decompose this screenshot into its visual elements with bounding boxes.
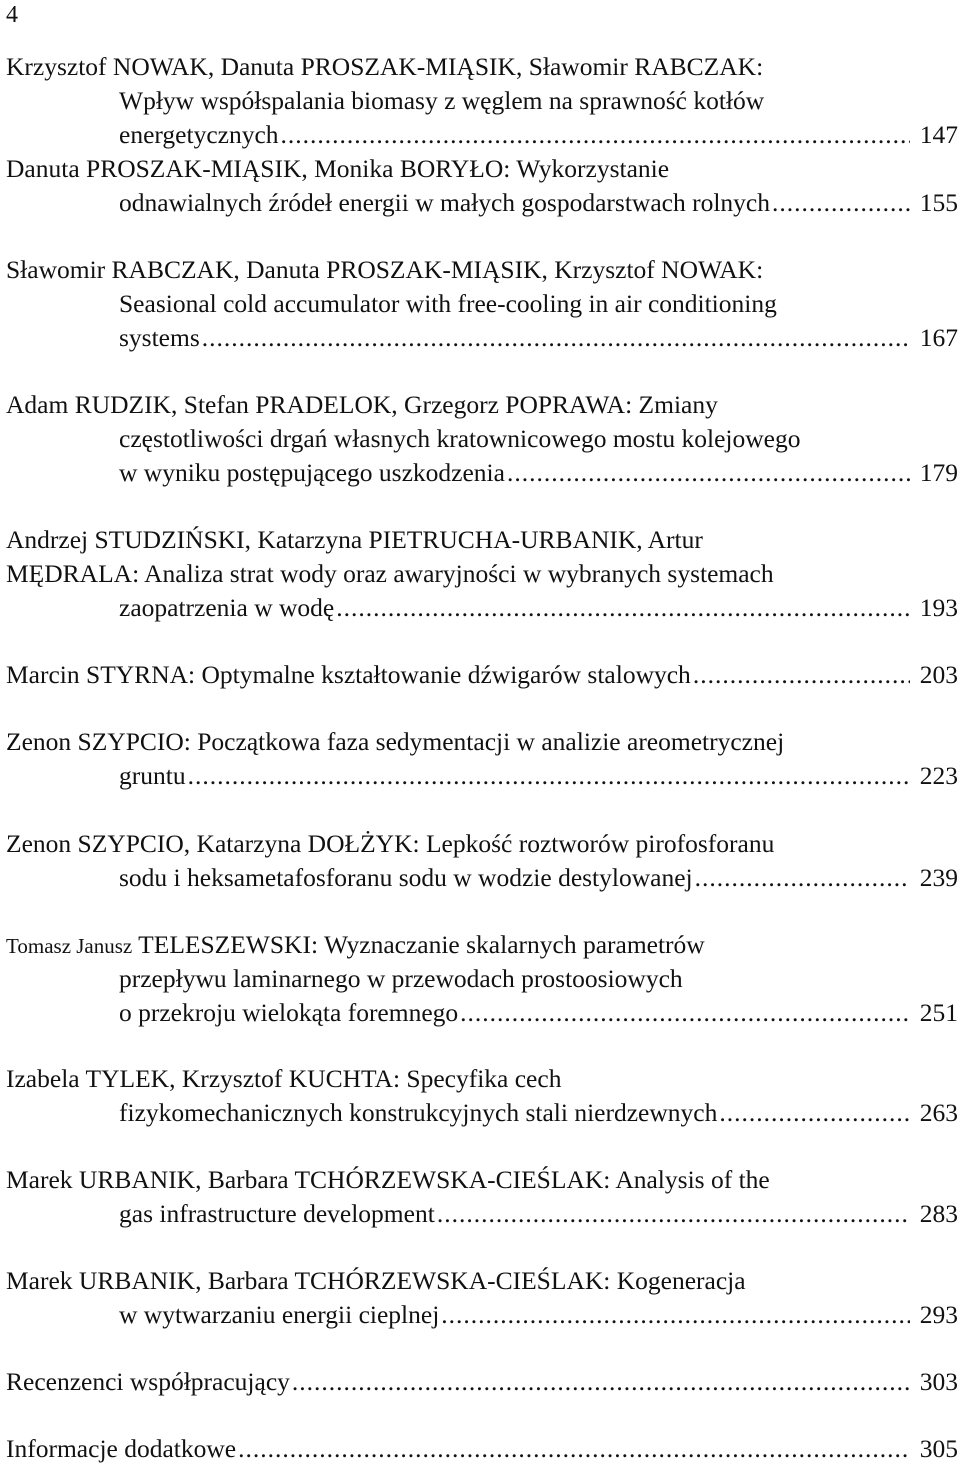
toc-page-number: 239 <box>919 863 958 892</box>
dot-leader <box>292 1365 910 1399</box>
toc-entry-leader-line <box>119 456 960 490</box>
dot-leader <box>336 591 910 625</box>
page-number: 4 <box>6 2 18 28</box>
dot-leader <box>238 1432 910 1466</box>
author-small-prefix: Tomasz Janusz <box>6 934 133 958</box>
dot-leader <box>693 658 910 692</box>
toc-page-number: 167 <box>919 323 958 352</box>
dot-leader <box>202 321 910 355</box>
toc-entry-leader-line <box>6 1432 960 1466</box>
toc-entry-leader-line <box>6 1365 960 1399</box>
toc-page-number: 263 <box>919 1098 958 1127</box>
toc-entry-leader-line <box>119 118 960 152</box>
toc-entry-line: Andrzej STUDZIŃSKI, Katarzyna PIETRUCHA-URBANIK, Artur <box>6 525 703 554</box>
toc-entry-line: Zenon SZYPCIO: Początkowa faza sedymentacji w analizie areometrycznej <box>6 727 785 756</box>
toc-entry-line-rest: TELESZEWSKI: Wyznaczanie skalarnych parametrów <box>132 930 705 959</box>
toc-entry-leader-line <box>119 759 960 793</box>
toc-entry-line: częstotliwości drgań własnych kratownicowego mostu kolejowego <box>119 424 801 453</box>
toc-entry-title-end: w wytwarzaniu energii cieplnej <box>119 1300 440 1329</box>
toc-entry-title-end: fizykomechanicznych konstrukcyjnych stali nierdzewnych <box>119 1098 718 1127</box>
toc-entry-line: Danuta PROSZAK-MIĄSIK, Monika BORYŁO: Wykorzystanie <box>6 154 670 183</box>
toc-page-number: 293 <box>919 1300 958 1329</box>
dot-leader <box>460 996 910 1030</box>
toc-entry-line: Adam RUDZIK, Stefan PRADELOK, Grzegorz POPRAWA: Zmiany <box>6 390 718 419</box>
dot-leader <box>695 861 910 895</box>
toc-entry-line: Izabela TYLEK, Krzysztof KUCHTA: Specyfika cech <box>6 1064 562 1093</box>
toc-entry-leader-line <box>119 1197 960 1231</box>
toc-page-number: 283 <box>919 1199 958 1228</box>
toc-entry-leader-line <box>119 1298 960 1332</box>
toc-entry-title-end: Informacje dodatkowe <box>6 1434 237 1463</box>
toc-entry-title-end: w wyniku postępującego uszkodzenia <box>119 458 505 487</box>
toc-entry-leader-line <box>119 591 960 625</box>
toc-entry-title-end: gas infrastructure development <box>119 1199 435 1228</box>
toc-entry-leader-line <box>119 186 960 220</box>
toc-page-number: 223 <box>919 761 958 790</box>
dot-leader <box>437 1197 910 1231</box>
toc-entry-title-end: zaopatrzenia w wodę <box>119 593 335 622</box>
toc-entry-line: Seasional cold accumulator with free-cooling in air conditioning <box>119 289 777 318</box>
dot-leader <box>719 1096 910 1130</box>
dot-leader <box>772 186 910 220</box>
dot-leader <box>441 1298 910 1332</box>
toc-page-number: 155 <box>919 188 958 217</box>
toc-entry-line <box>6 928 705 962</box>
toc-entry-line: Krzysztof NOWAK, Danuta PROSZAK-MIĄSIK, Sławomir RABCZAK: <box>6 52 764 81</box>
toc-entry-leader-line <box>119 1096 960 1130</box>
toc-page-number: 203 <box>919 660 958 689</box>
toc-page-number: 147 <box>919 120 958 149</box>
toc-entry-leader-line <box>6 658 960 692</box>
toc-entry-title-end: sodu i heksametafosforanu sodu w wodzie destylowanej <box>119 863 693 892</box>
toc-entry-title-end: gruntu <box>119 761 186 790</box>
toc-entry-line: przepływu laminarnego w przewodach prostoosiowych <box>119 964 683 993</box>
toc-entry-line: MĘDRALA: Analiza strat wody oraz awaryjności w wybranych systemach <box>6 559 774 588</box>
toc-page-number: 251 <box>919 998 958 1027</box>
toc-entry-line: Marek URBANIK, Barbara TCHÓRZEWSKA-CIEŚLAK: Analysis of the <box>6 1165 770 1194</box>
toc-entry-title-end: Marcin STYRNA: Optymalne kształtowanie dźwigarów stalowych <box>6 660 691 689</box>
toc-entry-line: Wpływ współspalania biomasy z węglem na sprawność kotłów <box>119 86 765 115</box>
dot-leader <box>188 759 910 793</box>
toc-entry-title-end: energetycznych <box>119 120 279 149</box>
toc-entry-title-end: o przekroju wielokąta foremnego <box>119 998 459 1027</box>
toc-entry-title-end: systems <box>119 323 200 352</box>
toc-entry-line: Zenon SZYPCIO, Katarzyna DOŁŻYK: Lepkość roztworów pirofosforanu <box>6 829 775 858</box>
toc-entry-leader-line <box>119 861 960 895</box>
toc-entry-title-end: Recenzenci współpracujący <box>6 1367 290 1396</box>
toc-entry-title-end: odnawialnych źródeł energii w małych gospodarstwach rolnych <box>119 188 770 217</box>
toc-page-number: 193 <box>919 593 958 622</box>
toc-entry-leader-line <box>119 996 960 1030</box>
toc-entry-line: Sławomir RABCZAK, Danuta PROSZAK-MIĄSIK, Krzysztof NOWAK: <box>6 255 764 284</box>
dot-leader <box>281 118 910 152</box>
toc-page-number: 305 <box>919 1434 958 1463</box>
toc-entry-line: Marek URBANIK, Barbara TCHÓRZEWSKA-CIEŚLAK: Kogeneracja <box>6 1266 746 1295</box>
dot-leader <box>507 456 910 490</box>
toc-page-number: 179 <box>919 458 958 487</box>
toc-page-number: 303 <box>919 1367 958 1396</box>
toc-entry-leader-line <box>119 321 960 355</box>
